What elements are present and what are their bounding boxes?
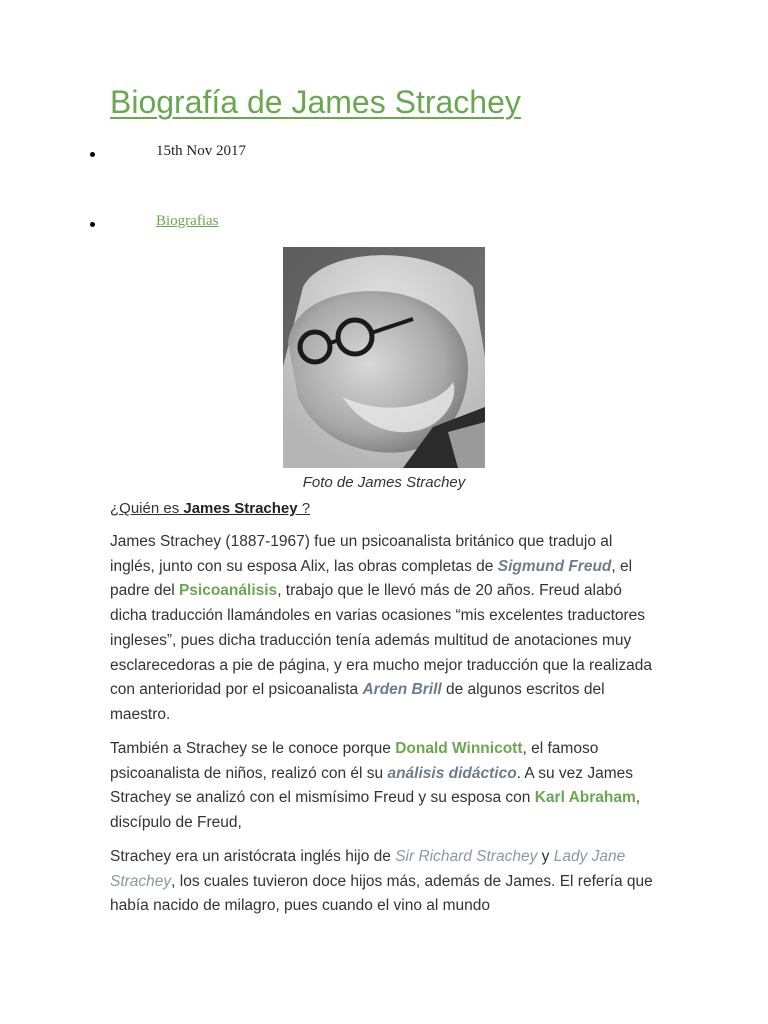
- paragraph-text: , los cuales tuvieron doce hijos más, además de James. El refería que había nacido de milagro, pues cuando el vino al mundo: [110, 872, 653, 915]
- meta-date-item: [0, 143, 768, 167]
- link-donald-winnicott[interactable]: Donald Winnicott: [395, 740, 523, 757]
- paragraph-2: [110, 737, 660, 836]
- paragraph-text: James Strachey (1887-1967) fue un psicoanalista británico que tradujo al inglés, junto con su esposa Alix, las obras completas de: [110, 533, 613, 575]
- link-sir-richard-strachey[interactable]: Sir Richard Strachey: [395, 848, 538, 865]
- paragraph-text: Strachey era un aristócrata inglés hijo de: [110, 848, 396, 865]
- paragraph-text: , el famoso psicoanalista de niños, realizó con él su: [110, 740, 599, 782]
- paragraph-text: , el padre del: [110, 557, 633, 600]
- post-date: 15th Nov 2017: [156, 143, 246, 159]
- question-prefix: ¿Quién es: [110, 500, 184, 517]
- link-arden-brill[interactable]: Arden Brill: [362, 681, 442, 699]
- bullet-icon: [90, 152, 95, 157]
- link-analisis-didactico[interactable]: análisis didáctico: [387, 764, 517, 782]
- paragraph-text: y: [537, 848, 554, 865]
- meta-category-item: [0, 213, 768, 237]
- photo-caption: Foto de James Strachey: [302, 474, 466, 491]
- category-link[interactable]: Biografias: [156, 213, 219, 229]
- portrait-photo: [283, 247, 485, 468]
- link-sigmund-freud[interactable]: Sigmund Freud: [497, 557, 612, 575]
- paragraph-text: , trabajo que le llevó más de 20 años. Freud alabó dicha traducción llamándoles en varias ocasiones “mis excelentes traductores ingleses”, pues dicha traducción tenía además multitud de anotaciones muy esclarecedoras a pie de página, y era mucho mejor traducción que la realizada con anterioridad por el psicoanalista: [110, 582, 652, 699]
- question-suffix: ?: [297, 500, 311, 517]
- paragraph-text: También a Strachey se le conoce porque: [110, 740, 396, 757]
- link-lady-jane-strachey[interactable]: Lady Jane Strachey: [110, 848, 626, 890]
- paragraph-1: [110, 530, 660, 728]
- question-heading: [110, 500, 310, 517]
- question-name: James Strachey: [183, 500, 298, 517]
- portrait-image: [283, 247, 485, 468]
- page-title: Biografía de James Strachey: [110, 84, 521, 120]
- bullet-icon: [90, 222, 95, 227]
- paragraph-text: . A su vez James Strachey se analizó con el mismísimo Freud y su esposa con: [110, 764, 633, 807]
- link-psicoanalisis[interactable]: Psicoanálisis: [178, 582, 278, 600]
- paragraph-text: , discípulo de Freud,: [110, 789, 641, 832]
- link-karl-abraham[interactable]: Karl Abraham: [534, 789, 636, 807]
- paragraph-3: [110, 845, 660, 919]
- paragraph-text: de algunos escritos del maestro.: [110, 681, 605, 723]
